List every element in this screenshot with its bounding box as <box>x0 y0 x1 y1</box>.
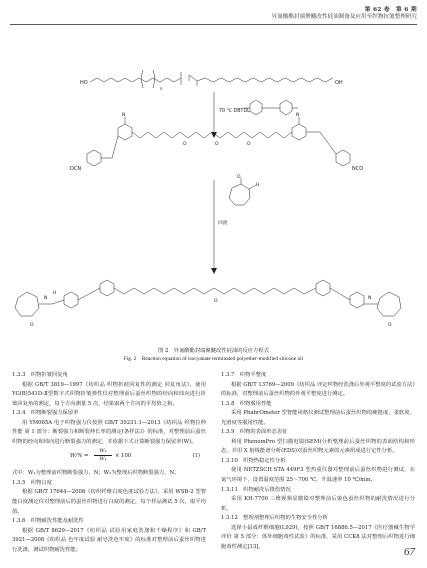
formula-fraction <box>94 448 112 463</box>
section-heading: 1.3.11 织物耐洗后摄伤情况 <box>221 486 291 493</box>
running-header <box>272 7 417 22</box>
caprolactam-reagent <box>229 178 256 205</box>
atom-o-2: O <box>215 142 219 147</box>
section-heading: 1.3.6 织物耐洗性能及耐洗性 <box>12 518 84 525</box>
atom-o-chain: O <box>214 299 218 304</box>
formula-numerator: W₂ <box>99 448 107 455</box>
journal-volume: 第 62 卷 第 6 期 <box>364 7 417 13</box>
figure-caption-cn: 图 2 异氰酸酯封端聚醚改性硅油的反应方程式 <box>158 348 269 354</box>
body-paragraph: 利用 PhenomPro 型扫描电镜(SEM)分析整理前后蚕丝织物的表面结构和形态，并用 X 射线能谱分析(EDS)对蚕丝织物元素的元素组成进行定性分析。 <box>221 438 415 455</box>
atom-h-caprolactam: H <box>256 183 260 188</box>
section-heading: 1.3.12 整理剂整理后织物的生物安全性分析 <box>221 515 328 522</box>
section-heading: 1.3.3 织物折皱回复角 <box>12 372 68 378</box>
subscript-n: n <box>160 86 163 91</box>
body-paragraph: 根据 GB/T 13769—2009《纺织品 评定织物经洗涤后外观平整度的试验方法》的标准，对整理前后蚕丝织物的外观平整度进行测定。 <box>221 381 415 398</box>
formula-denominator: W₁ <box>99 456 107 463</box>
atom-o-right-ring: O <box>388 323 392 328</box>
blocked-product <box>15 280 401 316</box>
hydroxyl-end-left: HO <box>80 80 88 86</box>
atom-n-2: N <box>296 113 300 118</box>
reaction-scheme <box>0 28 427 346</box>
isocyanate-right: NCO <box>352 166 364 172</box>
formula-lhs: W/% = <box>70 453 89 460</box>
body-paragraph: 根据 GB/T 3819—1997《纺织品 织物折痕回复性的测定 回复角法》，使用 YG(B)541D-Ⅱ型数字式织物折皱弹性仪对整理前后蚕丝织物的经向和纬向进行折皱回复角的测定，每个方向测量 5 次，结果取两个方向的平均值之和。 <box>12 381 206 407</box>
atom-n-right: N <box>368 296 372 301</box>
atom-n-left: N <box>44 296 48 301</box>
atom-n-1: N <box>122 113 126 118</box>
formula-explanation: 式中：W₁为整理前织物断裂强力，N；W₂为整理后织物断裂强力，N。 <box>12 470 180 477</box>
formula-rhs: × 100 <box>115 453 132 460</box>
right-text-column <box>221 371 415 552</box>
header-rule <box>10 24 417 25</box>
figure-caption-en: Fig. 2 Reaction equation of isocyanate terminated polyether-modified silicone oil <box>123 356 304 362</box>
section-heading: 1.3.7 织物平整度 <box>221 372 267 378</box>
section-heading: 1.3.4 织物断裂强力保留率 <box>12 410 79 417</box>
diisocyanate-reagent <box>244 100 298 115</box>
section-heading: 1.3.9 织物的表面形态表征 <box>221 429 288 436</box>
body-paragraph: 用 YM065A 电子织物强力仪按照 GB/T 39231.1—2013《纺织品 织物拉伸性能 第 1 部分：断裂强力和断裂伸长率的测定(条样法)》的标准，对整理前后蚕丝织物的经向和纬向进行断裂强力的测定，并依据下式计算断裂强力保留率(W)。 <box>12 419 206 445</box>
running-title: 异氰酸酯封端聚醚改性硅油制备及应用至织物抗皱整理研究 <box>271 14 417 21</box>
reflux-label: 回流 <box>218 221 228 226</box>
retention-formula <box>12 447 206 469</box>
page-number: 67 <box>404 546 415 558</box>
left-text-column <box>12 371 206 555</box>
atom-o-caprolactam: O <box>237 175 241 180</box>
body-paragraph: 根据 GB/T 17644—2008《纺织纤维白度色度试验方法》，采用 WSB-2 型智能白度测定仪对整理前后的蚕丝织物进行白度的测定，每个样品测试 5 次，取平均值。 <box>12 489 206 515</box>
atom-o-left-ring: O <box>30 323 34 328</box>
equation-number: (1) <box>192 453 200 460</box>
body-paragraph: 选择小鼠成纤维细胞(L929)，按照 GB/T 16886.5—2017《医疗器械生物学评价 第 5 部分：体外细胞毒性试验》的标准，采用 CCK8 法对整理后织物进行细胞毒性测定[13]。 <box>221 524 415 550</box>
section-heading: 1.3.5 织物白度 <box>12 479 52 486</box>
body-paragraph: 采用 KH-7700 三维视频显微镜对整理前后染色蚕丝织物的耐洗情况进行分析。 <box>221 496 415 512</box>
body-paragraph: 采用 PhabrOmeter 型智能风格仪测试整理前后蚕丝织物的硬挺度、柔软度、光滑度等服用性能。 <box>221 410 415 426</box>
body-paragraph: 使用 NETZSCH STA 449F3 型热重仪器对整理前后蚕丝织物进行测试，在氮气环境下，设置温度范围 25～700 ℃，升温速率 10 ℃/min。 <box>221 467 415 484</box>
polyether-silicone-structure <box>90 70 333 88</box>
section-heading: 1.3.8 织物服用性能 <box>221 400 272 407</box>
atom-o-3: O <box>247 142 251 147</box>
atom-o-1: O <box>183 142 187 147</box>
hydroxyl-end-right: OH <box>335 80 343 86</box>
body-paragraph: 根据 GB/T 8629—2017《纺织品 试验用家庭洗涤和干燥程序》和 GB/T 3921—2008《纺织品 色牢度试验 耐皂洗色牢度》的标准对整理前后蚕丝织物进行洗涤，测试织物耐洗性能。 <box>12 527 206 553</box>
arrowhead-2 <box>211 268 217 274</box>
reaction-conditions: 70 ℃ DBTDL <box>219 109 250 114</box>
section-heading: 1.3.10 织物热稳定性分析 <box>221 457 286 464</box>
isocyanate-left: OCN <box>70 166 82 172</box>
atom-h-left: H <box>53 291 57 296</box>
